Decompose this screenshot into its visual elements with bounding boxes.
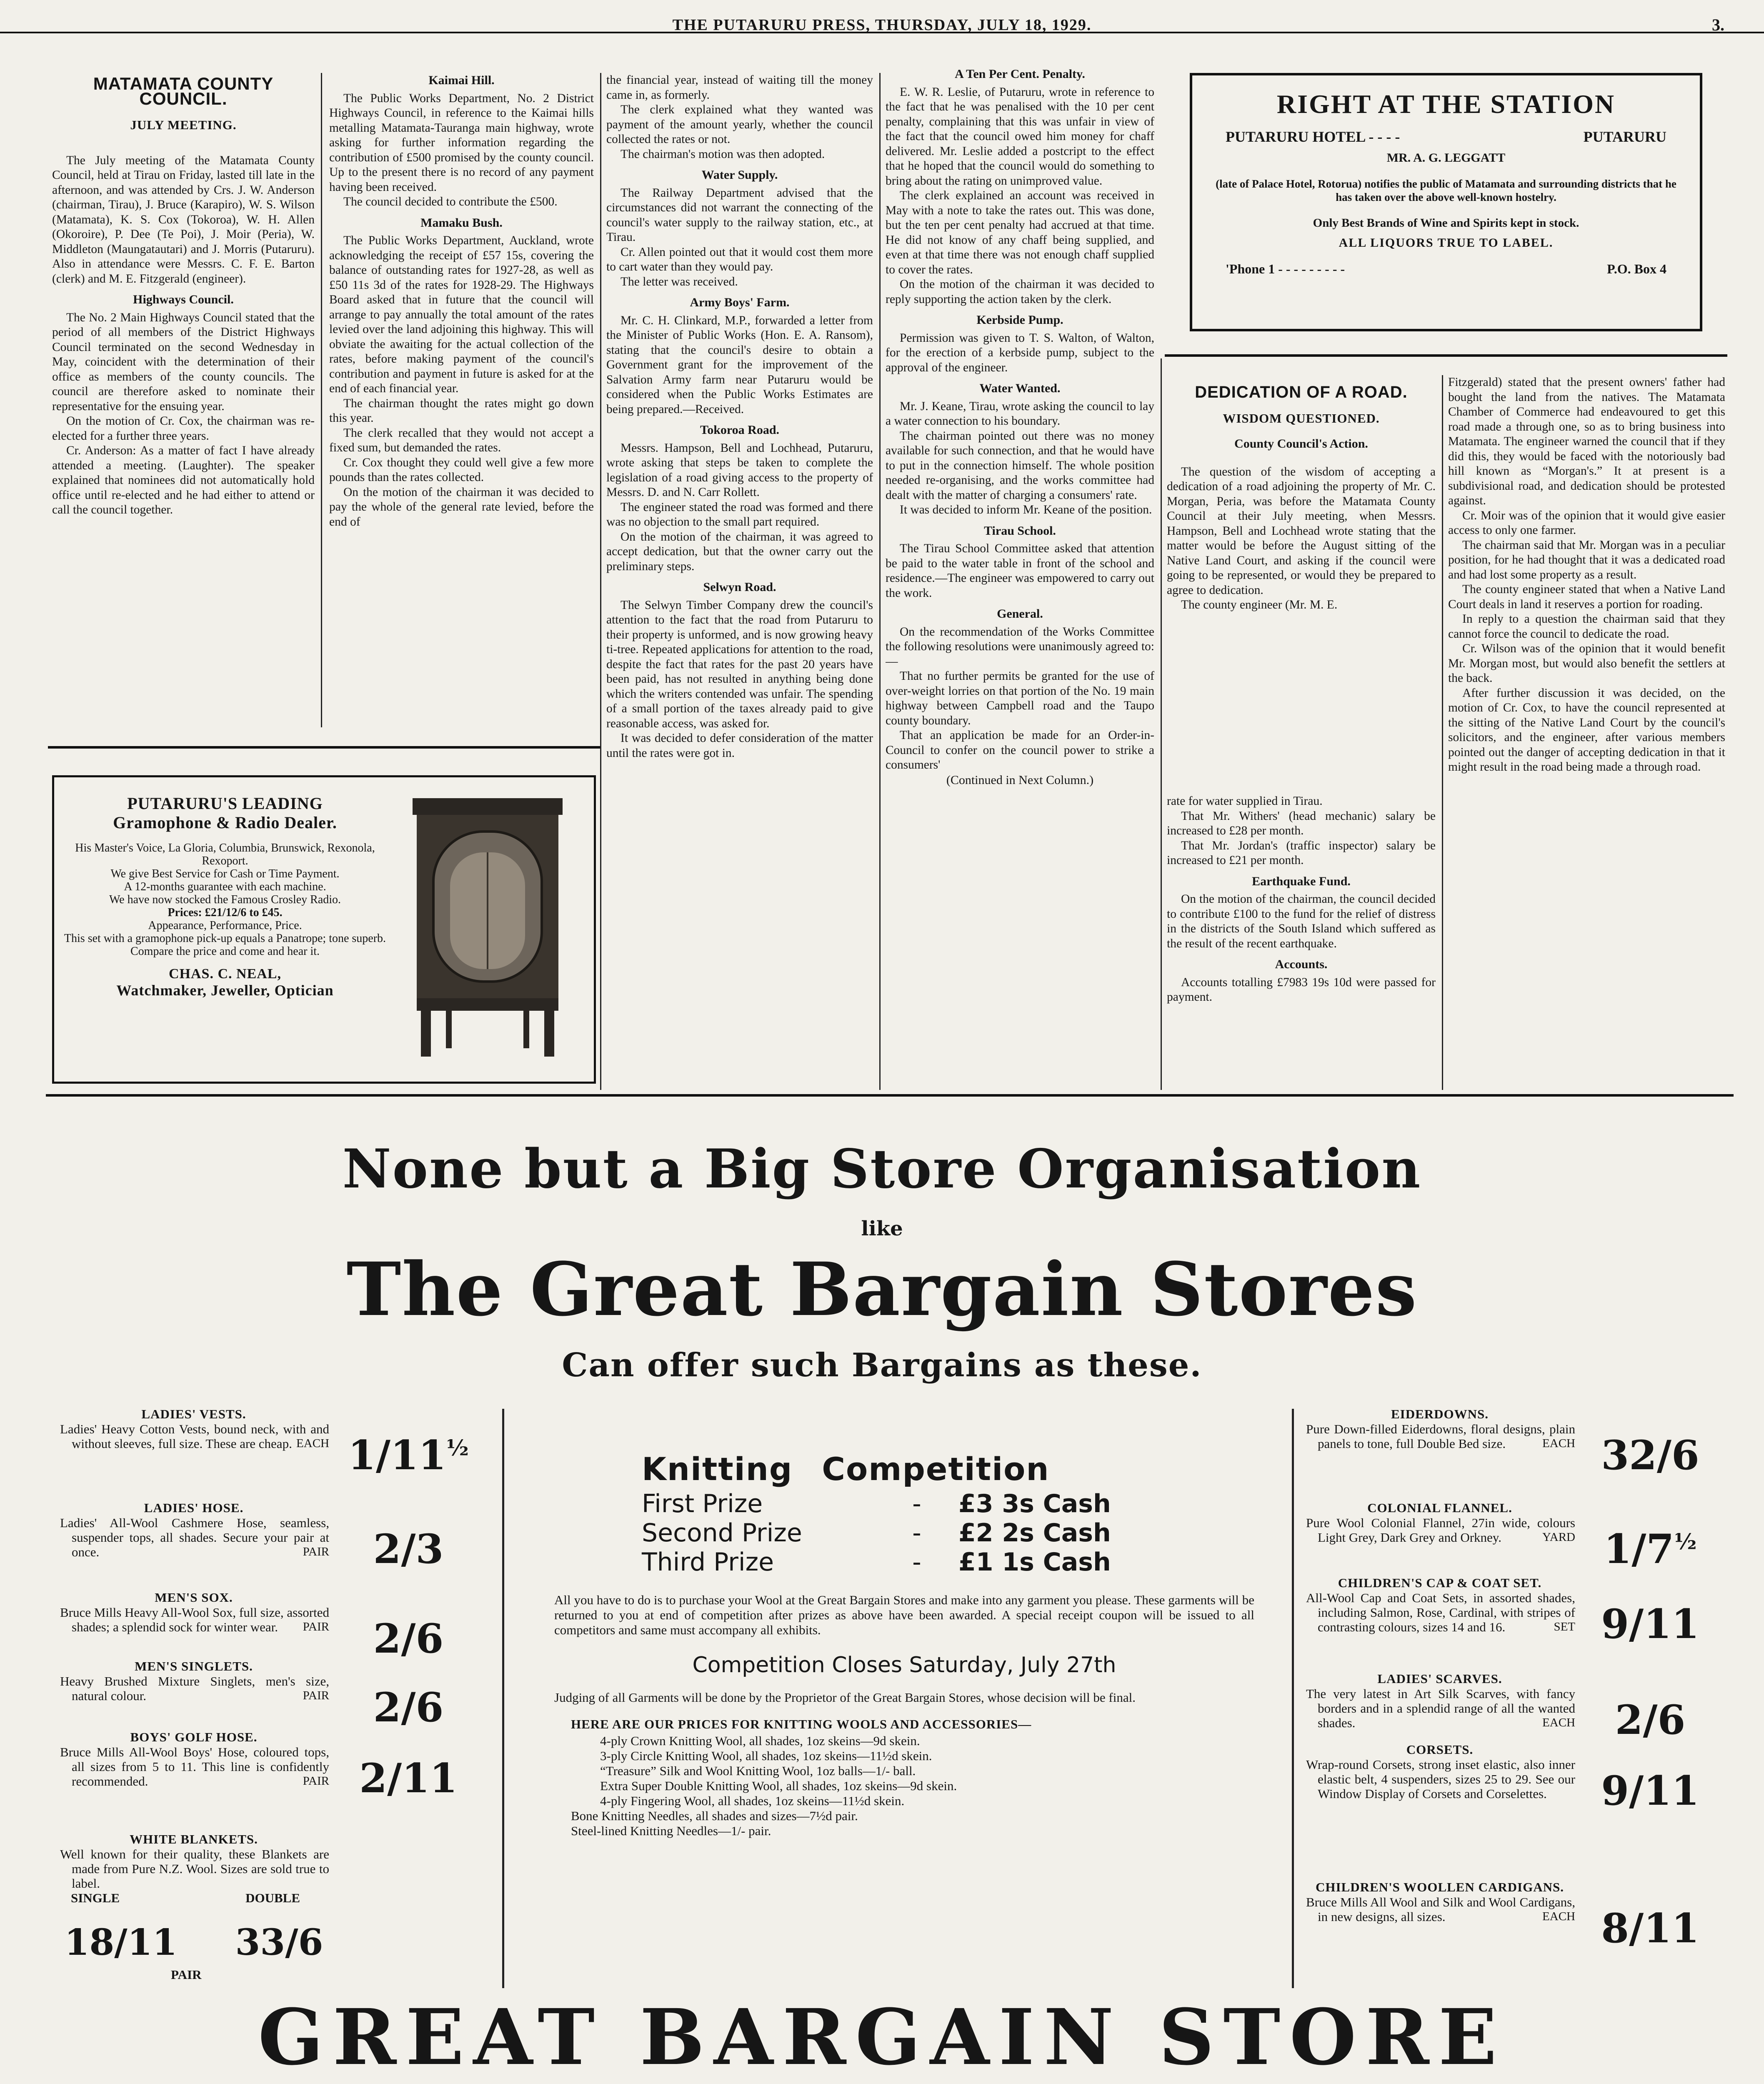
paragraph: Cr. Cox thought they could well give a few more pounds than the rates collected.: [329, 456, 594, 484]
item-desc: [1304, 1757, 1575, 1801]
paragraph: The county engineer stated that when a Native Land Court deals in land it reserves a portion for roading.: [1448, 583, 1725, 611]
item-price-value: 1/11: [348, 1432, 446, 1479]
price-double-blanket: 33/6: [235, 1921, 323, 1964]
item-desc: [1304, 1422, 1575, 1451]
subheading: Army Boys' Farm.: [690, 296, 790, 309]
continued-note: (Continued in Next Column.): [946, 773, 1094, 787]
ad-rule: [1292, 1409, 1294, 1988]
bargain-item: [58, 1659, 329, 1703]
gram-line: This set with a gramophone pick-up equals a Panatrope; tone superb. Compare the price and come and hear it.: [64, 932, 386, 958]
item-desc: [1304, 1895, 1575, 1924]
subheading: Water Wanted.: [979, 381, 1061, 395]
paragraph: The chairman thought the rates might go down this year.: [329, 396, 594, 425]
paragraph: Cr. Allen pointed out that it would cost them more to cart water than they would pay.: [606, 245, 873, 273]
paragraph: Mr. J. Keane, Tirau, wrote asking the council to lay a water connection to his boundary.: [886, 399, 1154, 428]
paragraph: That no further permits be granted for the use of over-weight lorries on that portion of the No. 19 main highway between Campbell road and the Taupo county boundary.: [886, 669, 1154, 727]
item-desc-text: Heavy Brushed Mixture Singlets, men's size, natural colour.: [60, 1674, 329, 1703]
paragraph: After further discussion it was decided, on the motion of Cr. Cox, to have the council represented at the sitting of the Native Land Court by the council's solicitors, and the engineer, after various members pointed out the danger of accepting dedication in that it might result in the road being made a through road.: [1448, 686, 1725, 774]
item-price: [1584, 1905, 1717, 1952]
item-name: MEN'S SINGLETS.: [135, 1659, 253, 1673]
gramophone-ad: [52, 775, 596, 1084]
item-desc: [58, 1674, 329, 1703]
item-price: [1584, 1525, 1717, 1573]
subheading: Water Supply.: [701, 168, 778, 182]
prize-list: [554, 1489, 1254, 1577]
council-article-cont2: [886, 67, 1154, 1088]
item-desc-text: All-Wool Cap and Coat Sets, in assorted shades, including Salmon, Rose, Cardinal, with stripes of contrasting colours, sizes 14 and 16.: [1306, 1591, 1575, 1634]
hotel-brands: Only Best Brands of Wine and Spirits kept in stock.: [1313, 216, 1579, 230]
prize-dash: -: [912, 1518, 921, 1548]
ad-headline-3: Can offer such Bargains as these.: [562, 1346, 1202, 1384]
kaimai-article: [329, 73, 594, 740]
item-price: [1584, 1432, 1717, 1479]
paragraph: The question of the wisdom of accepting a dedication of a road adjoining the property of Mr. C. Morgan, Peria, was before the Matamata County Council at their July meeting, when Messrs. Hampson, Bell and Lochhead wrote stating that the matter would be before the August sitting of the Native Land Court, and asking if the council were going to be represented, or would they be prepared to agree to dedication.: [1167, 465, 1436, 597]
section-rule: [1165, 354, 1727, 357]
item-name: COLONIAL FLANNEL.: [1367, 1500, 1512, 1515]
item-name: EIDERDOWNS.: [1391, 1407, 1489, 1421]
price-single-blanket: 18/11: [64, 1921, 178, 1964]
paragraph: The council decided to contribute the £500.: [343, 195, 558, 208]
hotel-name: PUTARURU HOTEL - - - -: [1226, 128, 1400, 145]
paragraph: Cr. Moir was of the opinion that it would give easier access to only one farmer.: [1448, 508, 1725, 537]
subheading: General.: [997, 607, 1043, 621]
item-price-value: 2/6: [1615, 1696, 1686, 1743]
bargain-item: [1304, 1671, 1575, 1730]
paragraph: The Selwyn Timber Company drew the council's attention to the fact that the road from Putaruru to their property is unformed, and is now growing heavy ti-tree. Repeated applications for attention to the road, despite the fact that rates for the past 20 years have been paid, has not resulted in anything being done which the writers contended was unfair. The spending of a small portion of the taxes already paid to give reasonable access, was asked for.: [606, 598, 873, 730]
item-name: CORSETS.: [1406, 1742, 1474, 1757]
subheading: A Ten Per Cent. Penalty.: [955, 67, 1085, 81]
item-desc-text: Bruce Mills All-Wool Boys' Hose, coloured tops, all sizes from 5 to 11. This line is confidently recommended.: [60, 1745, 329, 1788]
prize-dash: -: [912, 1548, 921, 1577]
paragraph: On the motion of Cr. Cox, the chairman was re-elected for a further three years.: [52, 414, 315, 443]
item-unit: PAIR: [303, 1620, 329, 1633]
dedication-headline: DEDICATION OF A ROAD.: [1195, 383, 1408, 401]
ad-headline-1: None but a Big Store Organisation: [342, 1138, 1422, 1200]
hotel-owner: MR. A. G. LEGGATT: [1386, 151, 1506, 165]
hotel-liquors: ALL LIQUORS TRUE TO LABEL.: [1339, 236, 1554, 250]
station-title: RIGHT AT THE STATION: [1276, 89, 1616, 119]
subheading: Mamaku Bush.: [420, 215, 503, 230]
bargain-item: [1304, 1576, 1575, 1634]
item-name: BOYS' GOLF HOSE.: [130, 1730, 258, 1744]
item-price-fraction: ½: [446, 1435, 469, 1461]
item-desc: [1304, 1686, 1575, 1730]
ad-rule: [502, 1409, 504, 1988]
subheading: Highways Council.: [133, 293, 234, 306]
gram-subtitle: Gramophone & Radio Dealer.: [113, 813, 337, 832]
item-price-value: 2/3: [373, 1525, 444, 1573]
hotel-box: P.O. Box 4: [1607, 261, 1666, 276]
paragraph: On the motion of the chairman it was decided to reply supporting the action taken by the clerk.: [886, 278, 1154, 306]
dedication-article-cont: [1448, 375, 1725, 1088]
prize-dash: -: [912, 1489, 921, 1518]
item-desc-text: Ladies' All-Wool Cashmere Hose, seamless, suspender tops, all shades. Secure your pair at once.: [60, 1515, 329, 1559]
ad-like: like: [861, 1217, 903, 1240]
paragraph: E. W. R. Leslie, of Putaruru, wrote in reference to the fact that he was penalised with the 10 per cent penalty, complaining that this was unfair in view of the fact that the council owed him money for chaff delivered. Mr. Leslie added a postcript to the effect that he hoped that the council would do something to bring about the rating on unimproved value.: [886, 85, 1154, 188]
item-price: [342, 1525, 475, 1573]
wool-prices-heading: HERE ARE OUR PRICES FOR KNITTING WOOLS AND ACCESSORIES—: [571, 1717, 1032, 1731]
knitting-title-1: Knitting: [642, 1450, 793, 1488]
paragraph: rate for water supplied in Tirau.: [1167, 794, 1323, 808]
paragraph: The Public Works Department, No. 2 District Highways Council, in reference to the Kaimai hills metalling Matamata-Tauranga main highway, wrote asking for further information regarding the contribution of £500 promised by the county council. Up to the present there is no record of any payment having been received.: [329, 91, 594, 194]
item-price: [342, 1755, 475, 1802]
item-desc-text: Pure Down-filled Eiderdowns, floral designs, plain panels to tone, full Double Bed size.: [1306, 1422, 1575, 1451]
hotel-notice: (late of Palace Hotel, Rotorua) notifies the public of Matamata and surrounding districts that he has taken over the above well-known hostelry.: [1216, 178, 1676, 203]
paragraph: The chairman pointed out there was no money available for such connection, and that he would have to put in the connection himself. The whole position needed re-organising, and the works committee had dealt with the matter of charging a consumers' rate.: [886, 429, 1154, 502]
column-rule: [879, 73, 881, 1090]
subheading: Kerbside Pump.: [976, 313, 1063, 327]
wool-price-item: 4-ply Fingering Wool, all shades, 1oz skeins—11½d skein.: [600, 1793, 905, 1808]
subheading: Accounts.: [1275, 957, 1328, 971]
column-rule: [321, 73, 322, 727]
paragraph: The county engineer (Mr. M. E.: [1181, 598, 1338, 611]
double-label: DOUBLE: [245, 1891, 300, 1905]
item-price: [342, 1615, 475, 1662]
item-name: WHITE BLANKETS.: [130, 1832, 258, 1846]
wool-price-list: [554, 1733, 1254, 1839]
dedication-subhead2: County Council's Action.: [1234, 437, 1368, 451]
paragraph: The clerk explained what they wanted was payment of the amount yearly, whether the council collected the rates or not.: [606, 103, 873, 146]
item-unit: EACH: [296, 1437, 329, 1450]
item-unit: YARD: [1542, 1530, 1575, 1544]
station-hotel-ad: [1190, 73, 1702, 331]
paragraph: In reply to a question the chairman said that they cannot force the council to dedicate the road.: [1448, 612, 1725, 641]
prize-name: First Prize: [642, 1489, 763, 1518]
wool-price-item: Steel-lined Knitting Needles—1/- pair.: [571, 1824, 771, 1838]
item-desc-text: Pure Wool Colonial Flannel, 27in wide, colours Light Grey, Dark Grey and Orkney.: [1306, 1515, 1575, 1545]
knitting-title: [554, 1450, 1254, 1488]
gramophone-ad-text: [63, 794, 388, 999]
gram-line: We have now stocked the Famous Crosley Radio.: [109, 893, 341, 906]
item-name: CHILDREN'S CAP & COAT SET.: [1338, 1576, 1542, 1590]
knitting-title-2: Competition: [822, 1450, 1050, 1488]
prize-name: Second Prize: [642, 1518, 802, 1548]
item-price-value: 2/6: [373, 1615, 444, 1662]
station-hotel-line: [1192, 128, 1700, 145]
bargain-item-blankets: [58, 1832, 329, 1906]
subheading: Tokoroa Road.: [700, 423, 780, 437]
section-rule: [46, 1094, 1734, 1097]
item-price-value: 8/11: [1601, 1905, 1699, 1952]
item-price: [342, 1432, 475, 1479]
column-rule: [1442, 375, 1443, 1090]
item-desc-text: Ladies' Heavy Cotton Vests, bound neck, with and without sleeves, full size. These are cheap.: [60, 1422, 329, 1451]
gram-line: We give Best Service for Cash or Time Payment.: [110, 867, 340, 880]
item-unit: PAIR: [303, 1774, 329, 1788]
item-name: LADIES' VESTS.: [141, 1407, 246, 1421]
item-price: [1584, 1696, 1717, 1743]
item-price-value: 1/7: [1604, 1525, 1674, 1573]
item-unit: EACH: [1542, 1437, 1575, 1450]
prize-amount: £2 2s Cash: [958, 1518, 1111, 1548]
knitting-body: All you have to do is to purchase your Wool at the Great Bargain Stores and make into any garment you please. These garments will be returned to you at end of competition after prizes as above have been awarded. A special receipt coupon will be issued to all competitors and same must accompany all exhibits.: [554, 1593, 1254, 1637]
paragraph: It was decided to inform Mr. Keane of the position.: [900, 503, 1152, 516]
gram-dealer-trade: Watchmaker, Jeweller, Optician: [116, 982, 334, 999]
hotel-contact-line: [1192, 261, 1700, 277]
prize-amount: £3 3s Cash: [958, 1489, 1111, 1518]
paragraph: Messrs. Hampson, Bell and Lochhead, Putaruru, wrote asking that steps be taken to complete the legislation of a road giving access to the property of Messrs. D. and N. Carr Rollett.: [606, 441, 873, 499]
paragraph: The clerk recalled that they would not accept a fixed sum, but demanded the rates.: [329, 426, 594, 454]
subheading: Selwyn Road.: [703, 580, 776, 594]
item-name: LADIES' SCARVES.: [1377, 1671, 1502, 1686]
item-desc-text: Bruce Mills Heavy All-Wool Sox, full size, assorted shades; a splendid sock for winter wear.: [60, 1605, 329, 1634]
item-unit: PAIR: [303, 1545, 329, 1558]
item-price-value: 9/11: [1601, 1601, 1699, 1648]
paragraph: The letter was received.: [621, 275, 738, 288]
wool-price-item: Bone Knitting Needles, all shades and sizes—7½d pair.: [571, 1808, 858, 1823]
paragraph: It was decided to defer consideration of the matter until the rates were got in.: [606, 731, 873, 760]
gramophone-cabinet-illustration: [404, 794, 579, 1061]
wool-price-item: 4-ply Crown Knitting Wool, all shades, 1oz skeins—9d skein.: [600, 1733, 920, 1748]
bargain-item: [58, 1730, 329, 1788]
paragraph: Permission was given to T. S. Walton, of Walton, for the erection of a kerbside pump, subject to the approval of the engineer.: [886, 331, 1154, 374]
bargain-item: [1304, 1742, 1575, 1801]
item-price: [342, 1684, 475, 1731]
item-price-fraction: ½: [1674, 1529, 1697, 1555]
subheading: Tirau School.: [984, 524, 1056, 538]
item-price-value: 2/11: [359, 1755, 458, 1802]
wool-price-item: Extra Super Double Knitting Wool, all shades, 1oz skeins—9d skein.: [600, 1778, 957, 1793]
bargain-item: [58, 1407, 329, 1451]
paragraph: That Mr. Withers' (head mechanic) salary be increased to £28 per month.: [1167, 809, 1436, 837]
paragraph: The Tirau School Committee asked that attention be paid to the water table in front of the school and residence.—The engineer was empowered to carry out the work.: [886, 542, 1154, 600]
paragraph: Accounts totalling £7983 19s 10d were passed for payment.: [1167, 975, 1436, 1004]
item-name: LADIES' HOSE.: [144, 1500, 244, 1515]
bargain-item: [1304, 1880, 1575, 1924]
blanket-size-labels: [58, 1891, 329, 1906]
subheading: Earthquake Fund.: [1252, 874, 1351, 888]
item-desc: [58, 1605, 329, 1634]
paragraph: Fitzgerald) stated that the present owners' father had bought the land from the natives. The Matamata Chamber of Commerce had endeavoured to get this road made a through one, so as to bring business into Matamata. The engineer warned the council that if they did this, they would be faced with the notoriously bad hill known as “Morgan's.” It at present is a subdivisional road, and dedication should be protested against.: [1448, 376, 1725, 507]
single-label: SINGLE: [71, 1891, 120, 1905]
gram-dealer-name: CHAS. C. NEAL,: [169, 966, 281, 982]
masthead-title: THE PUTARURU PRESS, THURSDAY, JULY 18, 1929.: [672, 16, 1092, 34]
paragraph: That an application be made for an Order-in-Council to confer on the council power to strike a consumers': [886, 729, 1154, 771]
item-desc: [1304, 1515, 1575, 1545]
bargain-item: [58, 1500, 329, 1559]
item-desc-text: The very latest in Art Silk Scarves, with fancy borders and in a splendid range of all the wanted shades.: [1306, 1686, 1575, 1730]
item-unit: EACH: [1542, 1910, 1575, 1923]
council-headline: MATAMATA COUNTY COUNCIL.: [93, 74, 274, 108]
hotel-town: PUTARURU: [1583, 128, 1666, 145]
paragraph: The chairman's motion was then adopted.: [621, 147, 825, 161]
item-unit: EACH: [1542, 1716, 1575, 1729]
item-price-value: 9/11: [1601, 1767, 1699, 1814]
column-rule: [1161, 358, 1162, 1090]
council-subhead: JULY MEETING.: [130, 118, 237, 132]
item-desc: [58, 1515, 329, 1559]
wool-price-item: 3-ply Circle Knitting Wool, all shades, 1oz skeins—11½d skein.: [600, 1748, 932, 1763]
gram-prices: Prices: £21/12/6 to £45.: [168, 906, 283, 919]
prize-amount: £1 1s Cash: [958, 1548, 1111, 1577]
item-unit: SET: [1554, 1620, 1575, 1633]
prize-row: [642, 1518, 1254, 1548]
knitting-competition: [554, 1450, 1254, 1839]
paragraph: The July meeting of the Matamata County Council, held at Tirau on Friday, lasted till late in the afternoon, and was attended by Crs. J. W. Anderson (chairman, Tirau), J. Bruce (Karapiro), W. S. Wilson (Matamata), K. S. Cox (Tokoroa), W. H. Allen (Okoroire), P. Dee (Te Poi), J. Moir (Peria), W. Middleton (Maungatautari) and J. Morris (Putaruru). Also in attendance were Messrs. C. F. E. Barton (clerk) and M. E. Fitzgerald (engineer).: [52, 153, 315, 286]
item-unit: PAIR: [303, 1689, 329, 1702]
paragraph: The chairman said that Mr. Morgan was in a peculiar position, for he had thought that it was a dedicated road and had lost some property as a result.: [1448, 538, 1725, 581]
item-price: [1584, 1601, 1717, 1648]
ad-headline-2: The Great Bargain Stores: [346, 1246, 1418, 1333]
council-article: [52, 73, 315, 740]
item-desc: [58, 1422, 329, 1451]
gram-line: Appearance, Performance, Price.: [148, 919, 302, 932]
paragraph: On the motion of the chairman, it was agreed to accept dedication, but that the owner carry out the preliminary steps.: [606, 530, 873, 573]
masthead: [0, 0, 1764, 33]
gram-line: His Master's Voice, La Gloria, Columbia, Brunswick, Rexonola, Rexoport.: [75, 842, 375, 867]
column-rule: [600, 73, 601, 1090]
paragraph: The engineer stated the road was formed and there was no objection to the small part required.: [606, 500, 873, 529]
paragraph: On the motion of the chairman, the council decided to contribute £100 to the fund for the relief of distress in the districts of the South Island which suffered as the result of the recent earthquake.: [1167, 892, 1436, 950]
item-desc: Well known for their quality, these Blankets are made from Pure N.Z. Wool. Sizes are sold true to label.: [60, 1847, 329, 1891]
item-name: MEN'S SOX.: [155, 1590, 233, 1605]
item-desc-text: Wrap-round Corsets, strong inset elastic, also inner elastic belt, 4 suspenders, sizes 25 to 29. See our Window Display of Corsets and Corselettes.: [1306, 1757, 1575, 1801]
item-desc: [1304, 1591, 1575, 1634]
council-article-cont: [606, 73, 873, 1088]
wool-price-item: “Treasure” Silk and Wool Knitting Wool, 1oz balls—1/- ball.: [600, 1763, 916, 1778]
section-rule: [48, 746, 600, 749]
subheading: Kaimai Hill.: [428, 73, 495, 87]
paragraph: That Mr. Jordan's (traffic inspector) salary be increased to £21 per month.: [1167, 839, 1436, 867]
paragraph: Cr. Wilson was of the opinion that it would benefit Mr. Morgan most, but would also benefit the settlers at the back.: [1448, 642, 1725, 685]
paragraph: On the motion of the chairman it was decided to pay the whole of the general rate levied, before the end of: [329, 485, 594, 529]
council-article-cont3: [1167, 794, 1436, 1088]
prize-row: [642, 1548, 1254, 1577]
paragraph: The Railway Department advised that the circumstances did not warrant the connecting of the council's water supply to the railway station, etc., at Tirau.: [606, 186, 873, 244]
paragraph: the financial year, instead of waiting till the money came in, as formerly.: [606, 73, 873, 102]
judging-note: Judging of all Garments will be done by the Proprietor of the Great Bargain Stores, whose decision will be final.: [554, 1690, 1136, 1705]
paragraph: Cr. Anderson: As a matter of fact I have already attended a meeting. (Laughter). The speaker explained that nominees did not automatically hold office until re-elected and he had either to attend or call the council together.: [52, 444, 315, 516]
prize-row: [642, 1489, 1254, 1518]
store-name: GREAT BARGAIN STORE: [258, 1992, 1506, 2082]
gram-line: A 12-months guarantee with each machine.: [124, 880, 326, 893]
item-desc: [58, 1745, 329, 1788]
item-price-value: 2/6: [373, 1684, 444, 1731]
paragraph: The No. 2 Main Highways Council stated that the period of all members of the District Highways Council terminated on the second Wednesday in May, coincident with the determination of their office as members of the county councils. The council are therefore asked to nominate their representative for the ensuing year.: [52, 311, 315, 413]
hotel-phone: 'Phone 1 - - - - - - - - -: [1226, 261, 1345, 276]
paragraph: The Public Works Department, Auckland, wrote acknowledging the receipt of £57 15s, covering the balance of outstanding rates for 1927-28, as well as £50 11s 3d of the rates for 1928-29. The Highways Board asked that in future that the council will arrange to pay annually the total amount of the rates levied over the land adjoining this highway. This will obviate the awaiting for the actual collection of the rates, before making payment of the council's contribution and payment in future is asked for at the end of each financial year.: [329, 234, 594, 395]
paragraph: On the recommendation of the Works Committee the following resolutions were unanimously agreed to:—: [886, 625, 1154, 668]
bargain-item: [58, 1590, 329, 1634]
paragraph: Mr. C. H. Clinkard, M.P., forwarded a letter from the Minister of Public Works (Hon. E. A. Ransom), stating that the council's desire to obtain a Government grant for the improvement of the Salvation Army farm near Putaruru would be considered when the Public Works Estimates are being prepared.—Received.: [606, 313, 873, 416]
dedication-subhead: WISDOM QUESTIONED.: [1223, 411, 1380, 426]
item-name: CHILDREN'S WOOLLEN CARDIGANS.: [1315, 1880, 1564, 1894]
gram-title: PUTARURU'S LEADING: [127, 794, 323, 813]
item-desc-text: Bruce Mills All Wool and Silk and Wool Cardigans, in new designs, all sizes.: [1306, 1895, 1575, 1924]
paragraph: The clerk explained an account was received in May with a note to take the rates out. This was done, but the ten per cent penalty had accrued at that time. He did not know of any chaff being supplied, and even at that time there was not enough chaff supplied to cover the rates.: [886, 189, 1154, 276]
dedication-article: [1167, 375, 1436, 792]
page-number: 3.: [1712, 15, 1724, 34]
blanket-unit: PAIR: [171, 1967, 202, 1982]
item-price: [1584, 1767, 1717, 1814]
bargain-item: [1304, 1407, 1575, 1451]
competition-closes: Competition Closes Saturday, July 27th: [692, 1653, 1116, 1678]
prize-name: Third Prize: [642, 1548, 774, 1577]
bargain-item: [1304, 1500, 1575, 1545]
item-price-value: 32/6: [1601, 1432, 1699, 1479]
